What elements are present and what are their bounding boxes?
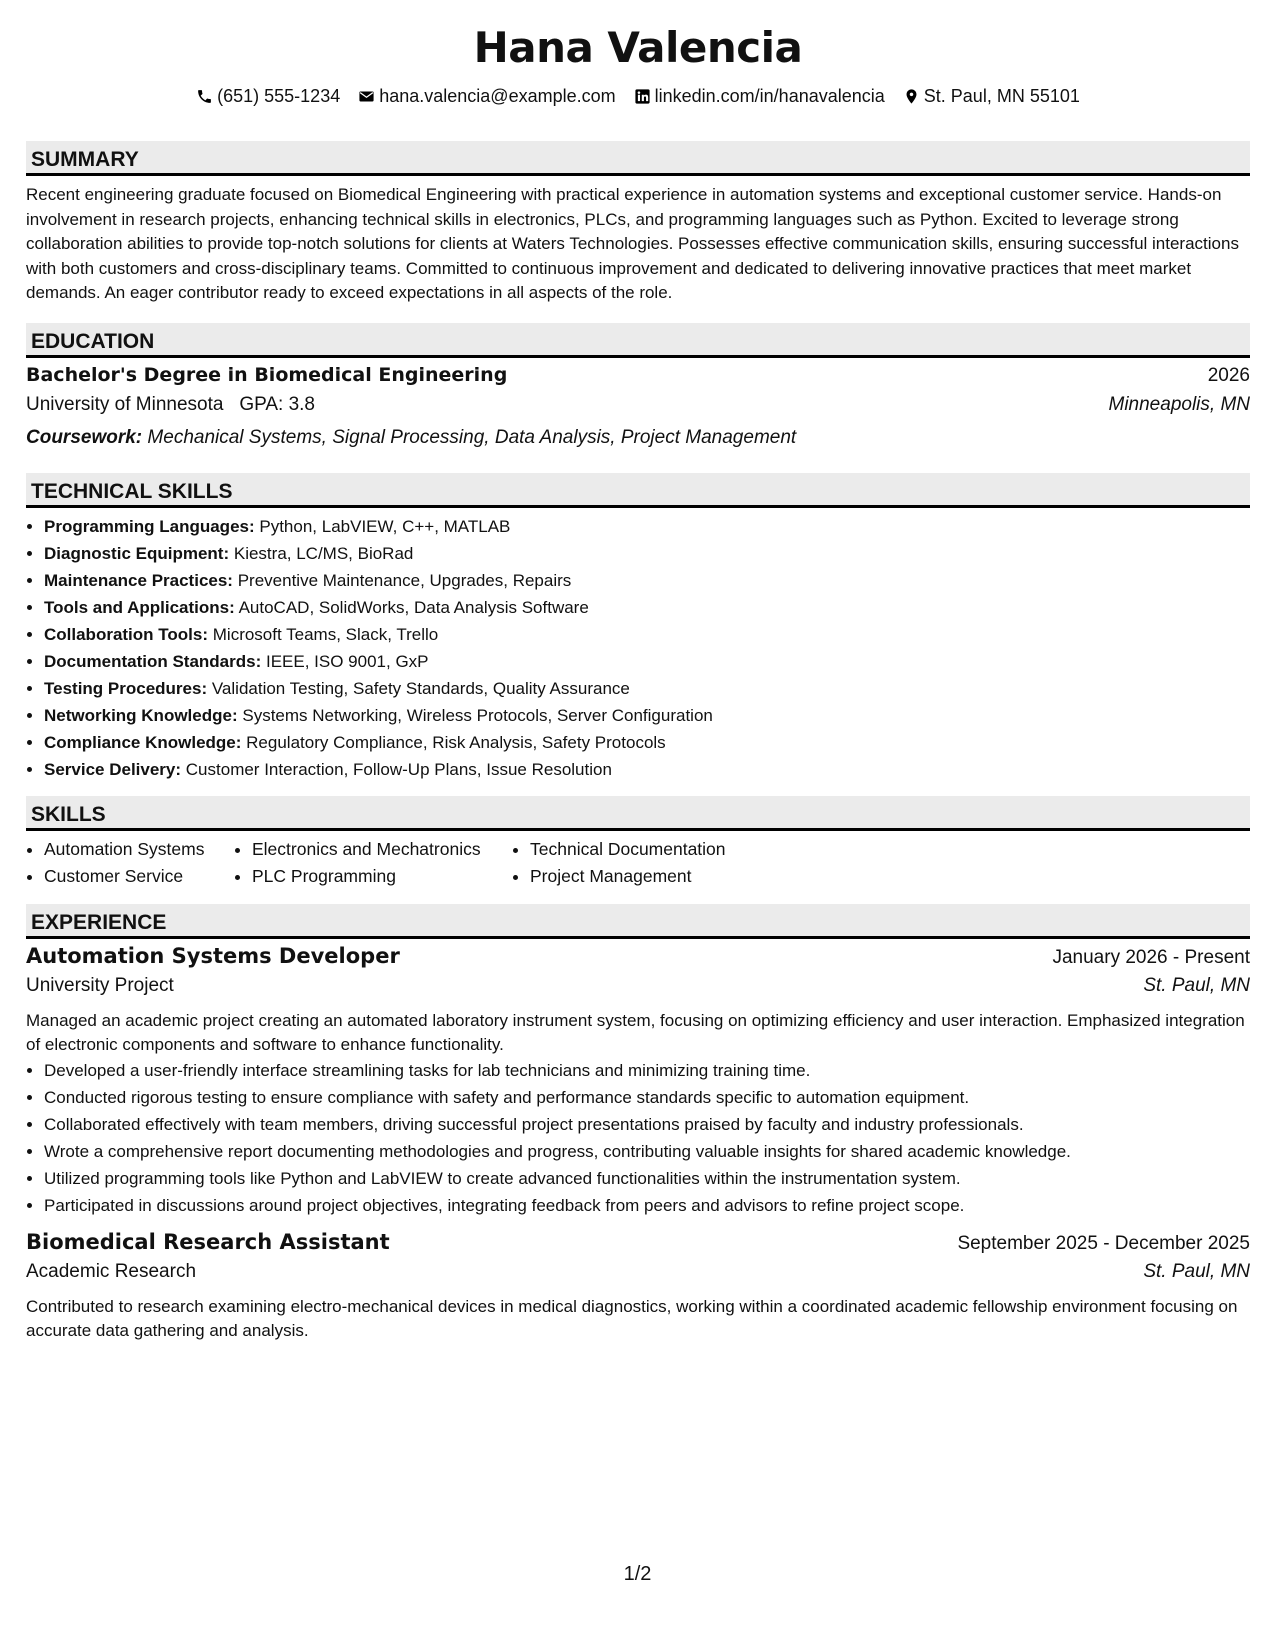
education-entry (26, 364, 1250, 453)
job-bullets (26, 1057, 1250, 1219)
coursework-list: Mechanical Systems, Signal Processing, Data Analysis, Project Management (147, 426, 797, 448)
contact-email[interactable] (358, 84, 615, 108)
list-item: • Automation Systems (44, 836, 234, 863)
contact-phone (196, 84, 340, 108)
technical-skills-header: TECHNICAL SKILLS (26, 473, 1250, 508)
skills-column-3 (512, 836, 790, 890)
linkedin-text[interactable]: linkedin.com/in/hanavalencia (654, 86, 885, 106)
school-line (26, 394, 315, 416)
list-item: • Participated in discussions around project objectives, integrating feedback from peers and advisors to refine project scope. (44, 1192, 1250, 1219)
summary-header: SUMMARY (26, 141, 1250, 176)
job-dates: January 2026 - Present (1052, 946, 1250, 968)
skills-grid (26, 836, 1250, 890)
list-item: • Electronics and Mechatronics (252, 836, 512, 863)
job-org: University Project (26, 974, 174, 996)
summary-text: Recent engineering graduate focused on Biomedical Engineering with practical experience in automation systems and exceptional customer service. Hands-on involvement in research projects, enhancing technical skills in electronics, PLCs, and programming languages such as Python. Excited to leverage strong collaboration abilities to provide top-notch solutions for clients at Waters Technologies. Possesses effective communication skills, ensuring successful interactions with both customers and cross-disciplinary teams. Committed to continuous improvement and dedicated to delivering innovative practices that meet market demands. An eager contributor ready to exceed expectations in all aspects of the role. (26, 185, 1239, 302)
job-description: Managed an academic project creating an automated laboratory instrument system, focusing on optimizing efficiency and user interaction. Emphasized integration of electronic components and software to enhance functionality. (26, 1010, 1245, 1054)
gpa: GPA: 3.8 (239, 393, 315, 415)
candidate-name: Hana Valencia (473, 23, 803, 72)
list-item: • Technical Documentation (530, 836, 790, 863)
job-title: Automation Systems Developer (26, 943, 400, 968)
job-entry-2 (26, 1230, 1250, 1344)
job-description: Contributed to research examining electro-mechanical devices in medical diagnostics, working within a coordinated academic fellowship environment focusing on accurate data gathering and analysis. (26, 1296, 1238, 1340)
linkedin-icon (634, 88, 651, 105)
skills-column-1 (26, 836, 234, 890)
graduation-year: 2026 (1207, 364, 1250, 386)
list-item: • Documentation Standards: IEEE, ISO 9001, GxP (44, 648, 1250, 675)
page-number: 1/2 (623, 1563, 652, 1585)
contact-bar (26, 84, 1250, 108)
coursework-line (26, 423, 1250, 453)
job-location: St. Paul, MN (1143, 1260, 1250, 1282)
list-item: • Service Delivery: Customer Interaction, Follow-Up Plans, Issue Resolution (44, 756, 1250, 783)
contact-location (903, 84, 1080, 108)
list-item: • Conducted rigorous testing to ensure compliance with safety and performance standards specific to automation equipment. (44, 1084, 1250, 1111)
list-item: • Networking Knowledge: Systems Networking, Wireless Protocols, Server Configuration (44, 702, 1250, 729)
phone-icon (196, 88, 213, 105)
list-item: • Collaboration Tools: Microsoft Teams, Slack, Trello (44, 621, 1250, 648)
email-text[interactable]: hana.valencia@example.com (379, 86, 616, 106)
list-item: • Project Management (530, 863, 790, 890)
map-pin-icon (903, 88, 920, 105)
degree-title: Bachelor's Degree in Biomedical Engineering (26, 363, 508, 386)
list-item: • Diagnostic Equipment: Kiestra, LC/MS, BioRad (44, 540, 1250, 567)
coursework-label: Coursework: (26, 426, 143, 448)
list-item: • Wrote a comprehensive report documenting methodologies and progress, contributing valuable insights for shared academic knowledge. (44, 1138, 1250, 1165)
list-item: • PLC Programming (252, 863, 512, 890)
list-item: • Tools and Applications: AutoCAD, SolidWorks, Data Analysis Software (44, 594, 1250, 621)
list-item: • Maintenance Practices: Preventive Maintenance, Upgrades, Repairs (44, 567, 1250, 594)
technical-skills-list (26, 513, 1250, 783)
list-item: • Collaborated effectively with team members, driving successful project presentations praised by faculty and industry professionals. (44, 1111, 1250, 1138)
list-item: • Utilized programming tools like Python and LabVIEW to create advanced functionalities within the instrumentation system. (44, 1165, 1250, 1192)
school-location: Minneapolis, MN (1108, 393, 1250, 415)
education-header: EDUCATION (26, 323, 1250, 358)
list-item: • Compliance Knowledge: Regulatory Compliance, Risk Analysis, Safety Protocols (44, 729, 1250, 756)
list-item: • Testing Procedures: Validation Testing, Safety Standards, Quality Assurance (44, 675, 1250, 702)
resume-page (26, 0, 1250, 1344)
skills-header: SKILLS (26, 796, 1250, 831)
job-dates: September 2025 - December 2025 (957, 1232, 1250, 1254)
school-name: University of Minnesota (26, 393, 224, 415)
skills-column-2 (234, 836, 512, 890)
job-location: St. Paul, MN (1143, 974, 1250, 996)
list-item: • Programming Languages: Python, LabVIEW, C++, MATLAB (44, 513, 1250, 540)
job-entry-1 (26, 944, 1250, 1219)
phone-text: (651) 555-1234 (217, 86, 341, 106)
list-item: • Customer Service (44, 863, 234, 890)
contact-linkedin[interactable] (634, 84, 885, 108)
experience-header: EXPERIENCE (26, 904, 1250, 939)
location-text: St. Paul, MN 55101 (923, 86, 1080, 106)
job-title: Biomedical Research Assistant (26, 1229, 390, 1254)
job-org: Academic Research (26, 1260, 197, 1282)
envelope-icon (358, 88, 375, 105)
list-item: • Developed a user-friendly interface streamlining tasks for lab technicians and minimizing training time. (44, 1057, 1250, 1084)
